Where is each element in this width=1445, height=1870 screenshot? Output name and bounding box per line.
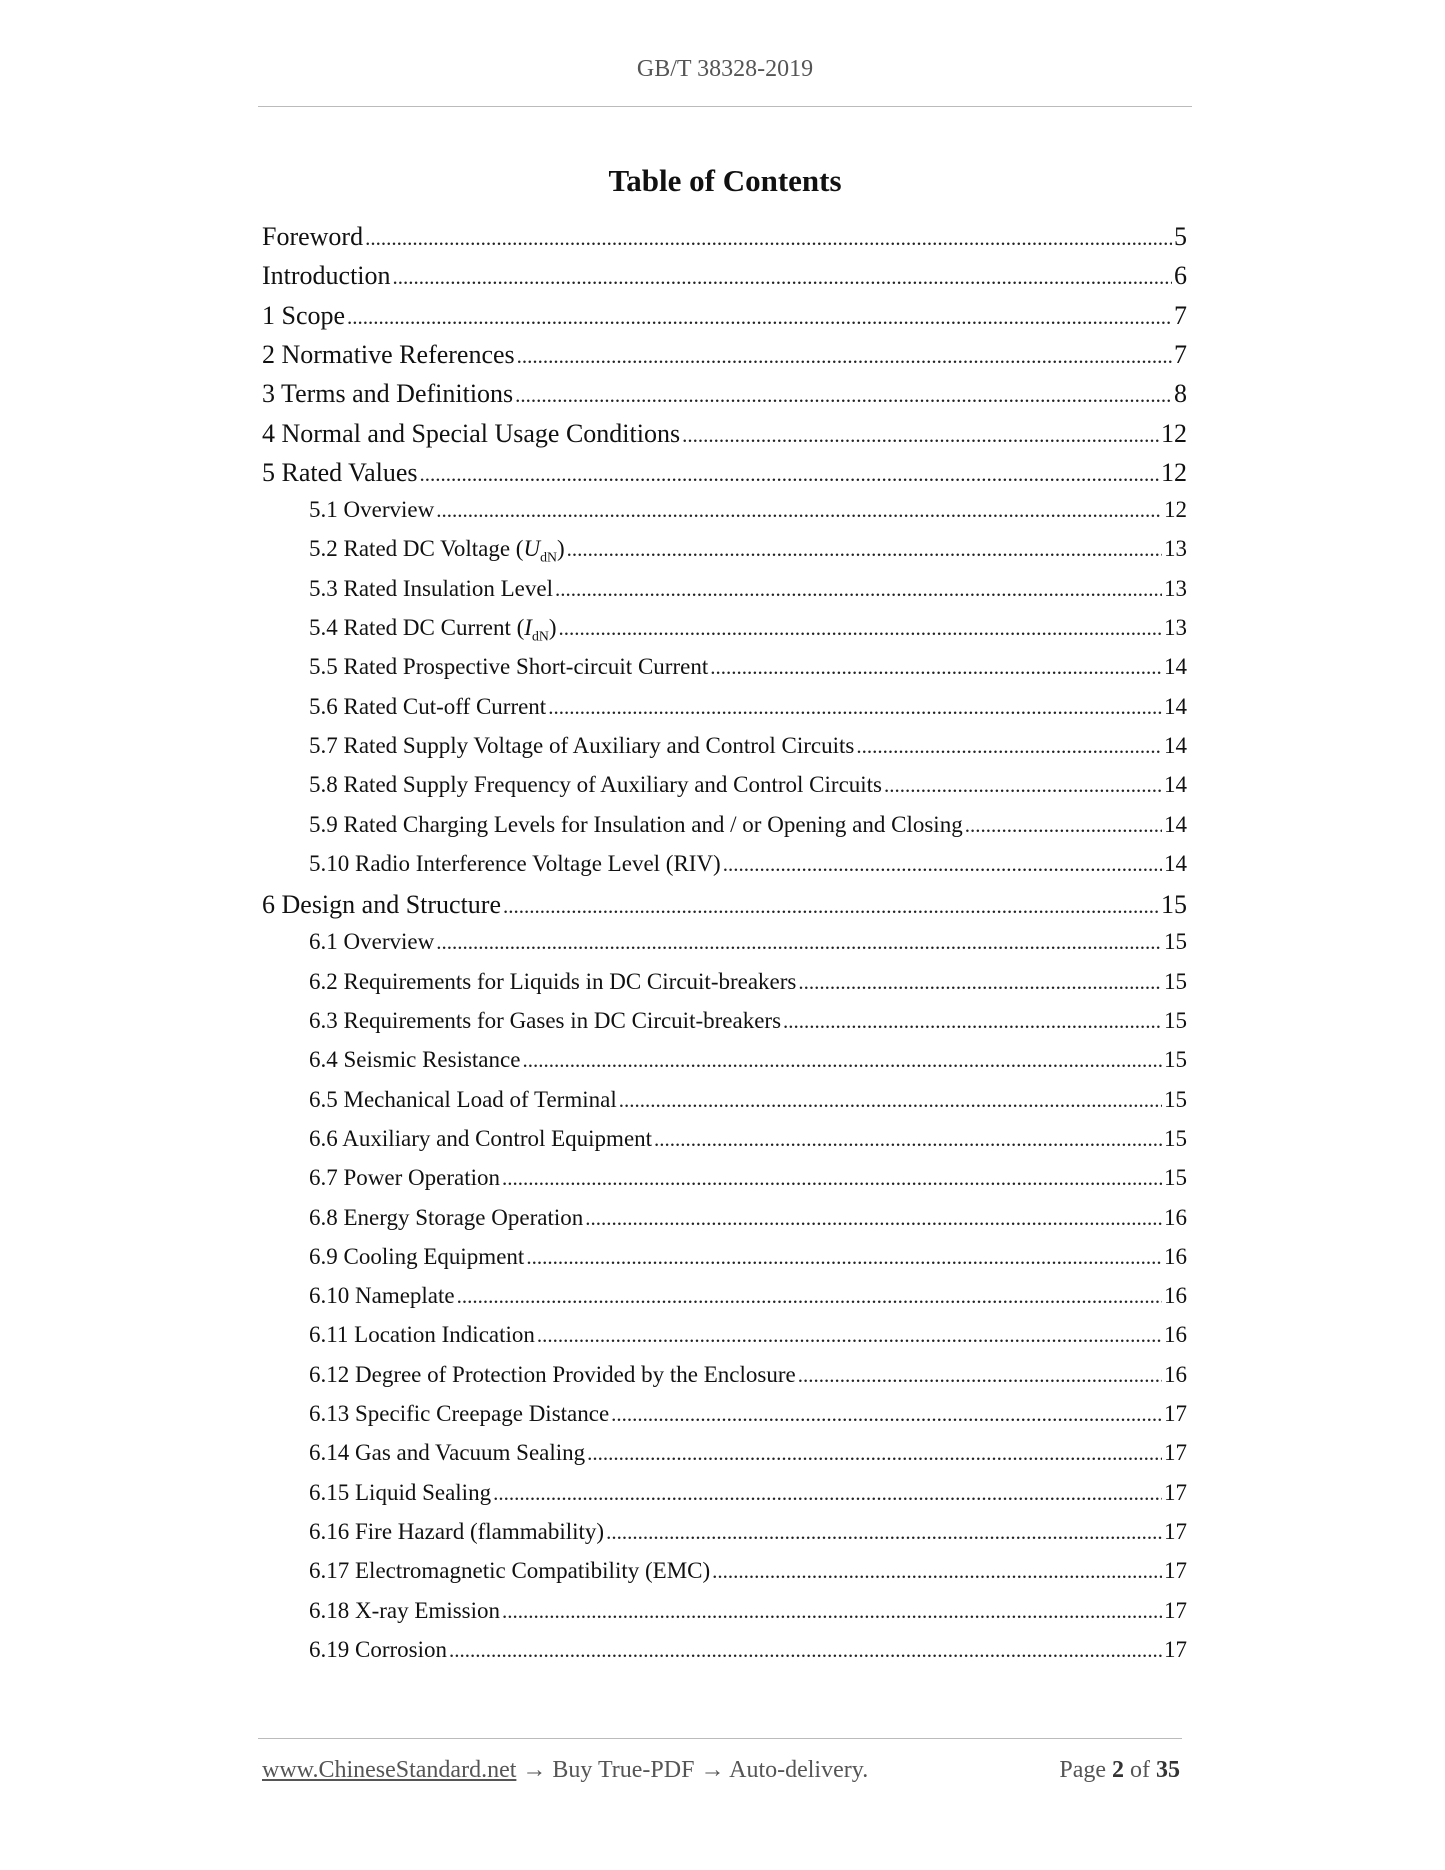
toc-entry[interactable] [309, 1637, 1187, 1673]
toc-entry-label: Foreword [262, 222, 364, 251]
dot-leader [611, 1402, 1162, 1427]
dot-leader [457, 1284, 1162, 1309]
toc-entry-label: 5.7 Rated Supply Voltage of Auxiliary and Control Circuits [309, 732, 855, 758]
of-word: of [1130, 1757, 1150, 1783]
toc-entry-page: 5 [1174, 222, 1187, 251]
dot-leader [347, 305, 1172, 330]
toc-entry-label: 6.18 X-ray Emission [309, 1597, 501, 1623]
site-link[interactable]: www.ChineseStandard.net [262, 1757, 517, 1783]
toc-entry[interactable] [309, 1087, 1187, 1123]
toc-entry-page: 7 [1174, 300, 1187, 330]
toc-entry-label: 5 Rated Values [262, 457, 418, 487]
dot-leader [537, 1323, 1162, 1348]
toc-entry-page: 15 [1164, 968, 1187, 994]
toc-entry-page: 17 [1164, 1440, 1187, 1466]
toc-entry-label: 6.11 Location Indication [309, 1322, 535, 1348]
toc-entry-page: 15 [1164, 1165, 1187, 1191]
dot-leader [723, 852, 1162, 877]
document-header: GB/T 38328-2019 [636, 56, 814, 82]
dot-leader [783, 1009, 1162, 1034]
toc-entry-label: 5.10 Radio Interference Voltage Level (RIV) [309, 850, 721, 876]
toc-entry[interactable] [309, 1401, 1187, 1437]
footer-divider [258, 1738, 1182, 1739]
toc-entry-label: 5.8 Rated Supply Frequency of Auxiliary and Control Circuits [309, 772, 883, 798]
dot-leader [558, 616, 1162, 641]
dot-leader [502, 1166, 1162, 1191]
symbol: I [524, 615, 532, 640]
toc-entry[interactable] [309, 1126, 1187, 1162]
dot-leader [798, 970, 1162, 995]
toc-entry-page: 14 [1164, 811, 1187, 837]
dot-leader [515, 383, 1172, 408]
toc-entry-label: 5.3 Rated Insulation Level [309, 575, 553, 601]
toc-entry-page: 17 [1164, 1558, 1187, 1584]
toc-entry-label: 5.9 Rated Charging Levels for Insulation and / or Opening and Closing [309, 811, 963, 837]
dot-leader [654, 1127, 1162, 1152]
toc-entry-page: 12 [1161, 457, 1187, 487]
toc-entry[interactable] [309, 1519, 1187, 1555]
promo-text: → Buy True-PDF → Auto-delivery. [516, 1757, 869, 1783]
toc-entry-label: 6.3 Requirements for Gases in DC Circuit-breakers [309, 1008, 782, 1033]
toc-entry-page: 16 [1164, 1322, 1187, 1348]
toc-entry-page: 17 [1164, 1479, 1187, 1505]
toc-entry[interactable] [309, 1047, 1187, 1083]
dot-leader [436, 498, 1162, 523]
toc-entry[interactable] [309, 851, 1187, 887]
toc-entry-page: 15 [1164, 929, 1187, 955]
toc-entry-page: 17 [1164, 1518, 1187, 1544]
toc-entry-page: 16 [1164, 1243, 1187, 1269]
toc-entry-page: 15 [1164, 1047, 1187, 1073]
toc-entry-label: 5.6 Rated Cut-off Current [309, 693, 547, 719]
toc-entry-page: 15 [1164, 1086, 1187, 1112]
dot-leader [710, 655, 1162, 680]
toc-entry-label: 6.12 Degree of Protection Provided by the Enclosure [309, 1361, 796, 1387]
toc-entry[interactable] [309, 929, 1187, 965]
toc-entry[interactable] [262, 419, 1187, 457]
toc-entry-page: 6 [1174, 261, 1187, 291]
toc-entry-page: 16 [1164, 1204, 1187, 1230]
toc-entry[interactable] [262, 379, 1187, 417]
dot-leader [493, 1481, 1162, 1506]
toc-entry-page: 15 [1164, 1125, 1187, 1151]
toc-entry-page: 8 [1174, 379, 1187, 409]
toc-entry-label: 6.6 Auxiliary and Control Equipment [309, 1125, 653, 1151]
dot-leader [420, 462, 1160, 487]
dot-leader [585, 1206, 1162, 1231]
toc-entry-label: 6.17 Electromagnetic Compatibility (EMC) [309, 1558, 711, 1584]
dot-leader [517, 344, 1172, 369]
toc-entry-label: 6.19 Corrosion [309, 1636, 447, 1662]
toc-entry-label: Introduction [262, 261, 391, 291]
toc-entry[interactable] [309, 812, 1187, 848]
toc-entry-page: 7 [1174, 339, 1187, 369]
dot-leader [682, 423, 1159, 448]
toc-entry[interactable] [309, 1558, 1187, 1594]
toc-entry[interactable] [309, 1598, 1187, 1634]
toc-entry-label: 5.2 Rated DC Voltage $(U_{dN})$ [309, 536, 565, 565]
page-indicator [1000, 1757, 1180, 1784]
dot-leader [503, 894, 1159, 919]
dot-leader [365, 226, 1172, 251]
toc-entry-page: 17 [1164, 1401, 1187, 1426]
toc-entry-page: 13 [1164, 536, 1187, 562]
toc-entry[interactable] [262, 301, 1187, 339]
dot-leader [393, 265, 1172, 290]
toc-entry-label: 2 Normative References [262, 339, 515, 369]
toc-entry-page: 14 [1164, 693, 1187, 719]
toc-entry-label: 6.9 Cooling Equipment [309, 1243, 525, 1269]
toc-entry[interactable] [309, 536, 1187, 572]
footer-promo [262, 1757, 868, 1784]
toc-entry-page: 14 [1164, 654, 1187, 680]
toc-entry[interactable] [309, 576, 1187, 612]
toc-entry[interactable] [309, 497, 1187, 533]
header-divider [258, 106, 1192, 107]
toc-entry[interactable] [309, 772, 1187, 808]
dot-leader [606, 1520, 1162, 1545]
toc-entry-page: 16 [1164, 1361, 1187, 1387]
current-page: 2 [1112, 1757, 1124, 1783]
toc-entry-label: 4 Normal and Special Usage Conditions [262, 418, 681, 448]
toc-entry[interactable] [309, 1008, 1187, 1044]
toc-title: Table of Contents [608, 163, 842, 198]
dot-leader [884, 773, 1162, 798]
toc-entry-page: 16 [1164, 1283, 1187, 1309]
toc-entry-label: 1 Scope [262, 300, 346, 330]
toc-entry-label: 6.1 Overview [309, 929, 435, 955]
dot-leader [567, 537, 1162, 562]
toc-entry-label: 6.16 Fire Hazard (flammability) [309, 1518, 605, 1544]
toc-entry[interactable] [262, 458, 1187, 496]
toc-entry-page: 17 [1164, 1597, 1187, 1623]
toc-entry[interactable] [309, 654, 1187, 690]
toc-entry-page: 14 [1164, 732, 1187, 758]
toc-entry-page: 14 [1164, 772, 1187, 798]
toc-entry-label: 5.5 Rated Prospective Short-circuit Current [309, 654, 709, 680]
toc-entry-label: 6.2 Requirements for Liquids in DC Circuit-breakers [309, 968, 797, 994]
dot-leader [436, 930, 1162, 955]
dot-leader [587, 1441, 1162, 1466]
symbol: U [523, 536, 541, 562]
dot-leader [619, 1088, 1162, 1113]
toc-entry[interactable] [309, 969, 1187, 1005]
toc-entry-label: 6 Design and Structure [262, 890, 502, 920]
toc-entry-label: 5.4 Rated DC Current $(I_{dN})$ [309, 615, 557, 644]
toc-entry[interactable] [309, 1244, 1187, 1280]
toc-entry[interactable] [309, 1362, 1187, 1398]
toc-entry-label: 6.4 Seismic Resistance [309, 1047, 521, 1073]
dot-leader [449, 1638, 1162, 1663]
dot-leader [965, 813, 1162, 838]
toc-entry[interactable] [309, 615, 1187, 651]
toc-entry[interactable] [262, 261, 1187, 299]
toc-entry[interactable] [262, 340, 1187, 378]
toc-entry-label: 3 Terms and Definitions [262, 379, 514, 409]
toc-entry-page: 13 [1164, 575, 1187, 601]
toc-entry-label: 6.8 Energy Storage Operation [309, 1204, 584, 1230]
toc-entry-page: 12 [1161, 418, 1187, 448]
toc-entry[interactable] [309, 1322, 1187, 1358]
toc-entry-label: 6.10 Nameplate [309, 1283, 455, 1309]
page-word: Page [1059, 1757, 1106, 1783]
total-pages: 35 [1156, 1757, 1180, 1783]
toc-entry-page: 13 [1164, 615, 1187, 640]
dot-leader [798, 1363, 1162, 1388]
dot-leader [526, 1245, 1162, 1270]
toc-entry-label: 6.13 Specific Creepage Distance [309, 1401, 610, 1426]
toc-entry-label: 6.7 Power Operation [309, 1165, 500, 1191]
toc-entry[interactable] [309, 1205, 1187, 1241]
toc-entry[interactable] [309, 694, 1187, 730]
toc-entry-page: 12 [1164, 497, 1187, 523]
toc-entry-page: 15 [1161, 890, 1187, 920]
symbol-subscript: dN [540, 549, 557, 565]
dot-leader [856, 734, 1162, 759]
toc-entry[interactable] [309, 1165, 1187, 1201]
toc-entry[interactable] [309, 1480, 1187, 1516]
toc-entry-label: 6.14 Gas and Vacuum Sealing [309, 1440, 586, 1466]
toc-entry-label: 6.15 Liquid Sealing [309, 1479, 492, 1505]
toc-entry[interactable] [309, 1440, 1187, 1476]
toc-entry[interactable] [309, 733, 1187, 769]
toc-entry-label: 6.5 Mechanical Load of Terminal [309, 1086, 617, 1112]
symbol-subscript: dN [531, 628, 549, 644]
toc-entry-label: 5.1 Overview [309, 497, 435, 523]
toc-entry[interactable] [262, 222, 1187, 260]
toc-entry[interactable] [309, 1283, 1187, 1319]
toc-entry-page: 14 [1164, 850, 1187, 876]
dot-leader [502, 1599, 1162, 1624]
dot-leader [712, 1559, 1162, 1584]
toc-entry-page: 17 [1164, 1636, 1187, 1662]
dot-leader [522, 1048, 1162, 1073]
dot-leader [555, 577, 1162, 602]
toc-entry[interactable] [262, 890, 1187, 928]
dot-leader [548, 695, 1162, 720]
toc-entry-page: 15 [1164, 1008, 1187, 1033]
